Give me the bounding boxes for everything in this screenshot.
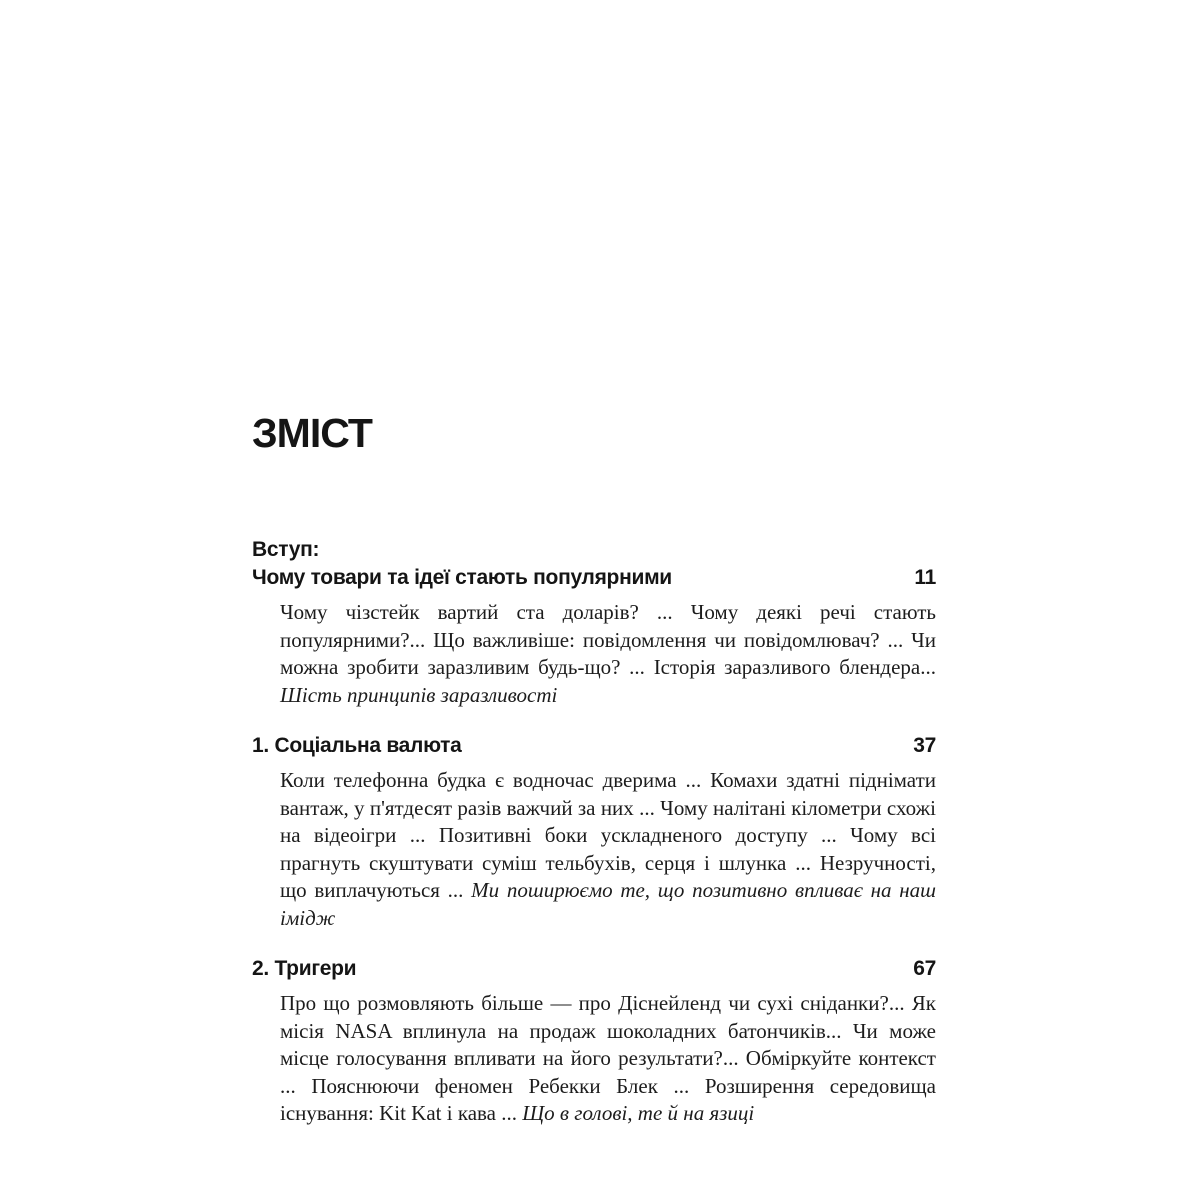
toc-content <box>252 410 936 1151</box>
entry-summary <box>280 990 936 1128</box>
entry-summary <box>280 599 936 709</box>
summary-italic-text: Шість принципів заразливості <box>280 682 558 707</box>
toc-entry-intro <box>252 536 936 709</box>
entry-heading-row <box>252 564 936 592</box>
entry-page-number: 67 <box>913 957 936 980</box>
summary-italic-text: Що в голові, те й на язиці <box>522 1101 755 1125</box>
toc-entry-chapter-1 <box>252 732 936 932</box>
entry-heading: Чому товари та ідеї стають популярними <box>252 566 672 589</box>
toc-entry-chapter-2 <box>252 955 936 1128</box>
entry-summary <box>280 767 936 932</box>
summary-text: Коли телефонна будка є водночас дверима ... Комахи здатні піднімати вантаж, у п'ятдесят разів важчий за них ... Чому налітані кілометри схожі на відеоігри ... Позитивні боки ускладненого доступу ... Чому всі прагнуть скуштувати суміш тельбухів, серця і шлунка ... Незручності, що виплачуються ... <box>280 768 936 902</box>
summary-text: Про що розмовляють більше — про Діснейленд чи сухі сніданки?... Як місія NASA вплинула на продаж шоколадних батончиків... Чи може місце голосування впливати на його результати?... Обміркуйте контекст ... Пояснюючи феномен Ребекки Блек ... Розширення середовища існування: Kit Kat і кава ... <box>280 991 936 1125</box>
entry-heading: 1. Соціальна валюта <box>252 734 462 757</box>
page-title: ЗМІСТ <box>252 410 372 456</box>
summary-text: Чому чізстейк вартий ста доларів? ... Чому деякі речі стають популярними?... Що важливіше: повідомлення чи повідомлювач? ... Чи можна зробити заразливим будь-що? ... Історія заразливого блендера... <box>280 600 936 679</box>
entry-heading-row <box>252 732 936 760</box>
summary-italic-text: Ми поширюємо те, що позитивно впливає на наш імідж <box>280 878 936 930</box>
entry-heading: 2. Тригери <box>252 957 357 980</box>
entry-page-number: 37 <box>913 734 936 757</box>
entry-heading-row <box>252 955 936 983</box>
entry-page-number: 11 <box>914 566 936 589</box>
entry-pre-heading: Вступ: <box>252 538 320 561</box>
